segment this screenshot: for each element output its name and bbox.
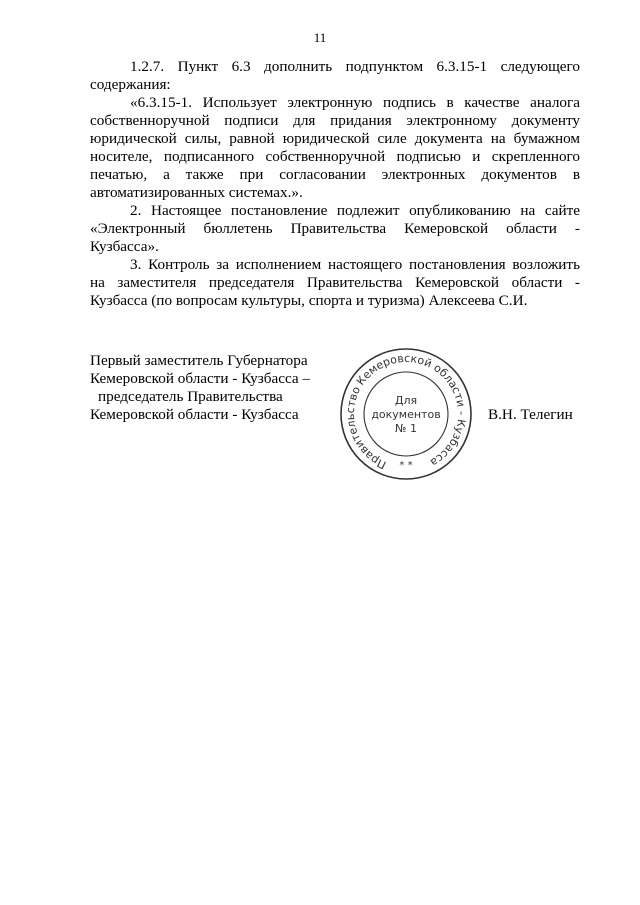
paragraph: «6.3.15-1. Использует электронную подпись в качестве аналога собственноручной подписи для придания электронному документу юридической силы, равной юридической силе документа на бумажном носителе, подписанного собственноручной подписью и скрепленного печатью, а также при согласовании электронных документов в автоматизированных системах.». bbox=[90, 94, 580, 201]
signatory-title-line: председатель Правительства bbox=[98, 388, 283, 405]
stamp-center-line: документов bbox=[371, 408, 441, 421]
page-number: 11 bbox=[313, 30, 327, 45]
signatory-title-line: Кемеровской области - Кузбасса – bbox=[90, 370, 311, 387]
signatory-title-line: Первый заместитель Губернатора bbox=[90, 352, 308, 369]
paragraph: 2. Настоящее постановление подлежит опубликованию на сайте «Электронный бюллетень Правительства Кемеровской области - Кузбасса». bbox=[90, 202, 580, 255]
paragraph: 3. Контроль за исполнением настоящего постановления возложить на заместителя председателя Правительства Кемеровской области - Кузбасса (по вопросам культуры, спорта и туризма) Алексеева С.И. bbox=[90, 256, 580, 309]
stamp-ring-text: Правительство Кемеровской области - Кузбасса bbox=[343, 351, 469, 472]
stamp-seal bbox=[338, 346, 474, 482]
paragraph: 1.2.7. Пункт 6.3 дополнить подпунктом 6.3.15-1 следующего содержания: bbox=[90, 58, 580, 93]
document-body bbox=[90, 58, 580, 310]
official-stamp bbox=[338, 346, 474, 482]
stamp-center-line: № 1 bbox=[395, 422, 417, 435]
signatory-title bbox=[90, 352, 350, 424]
signatory-name: В.Н. Телегин bbox=[488, 406, 573, 423]
stamp-center-line: Для bbox=[394, 394, 418, 407]
signatory-title-line: Кемеровской области - Кузбасса bbox=[90, 406, 299, 423]
stamp-bottom-marks: * * bbox=[399, 460, 413, 471]
